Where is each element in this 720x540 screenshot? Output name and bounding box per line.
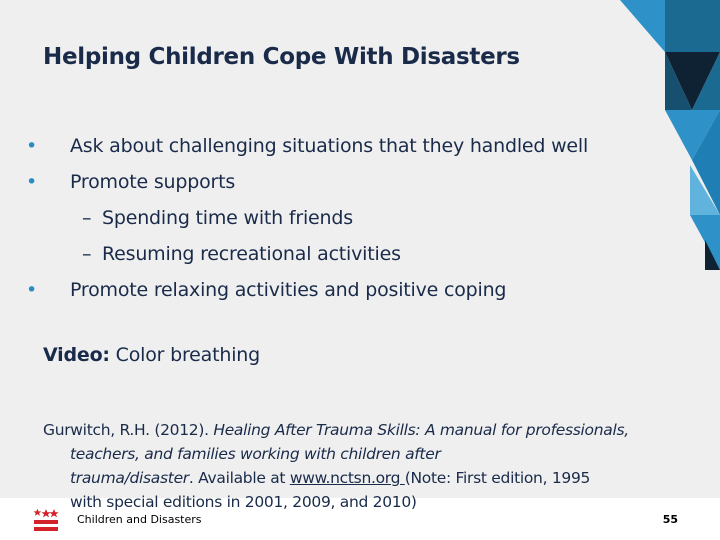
reference-citation xyxy=(43,418,693,514)
bullet-marker: • xyxy=(26,135,38,157)
bullet-text: Promote supports xyxy=(70,171,236,193)
video-title: Color breathing xyxy=(109,344,260,366)
bullet-item xyxy=(26,128,666,164)
dc-flag-logo-icon xyxy=(33,507,59,533)
reference-title-part1: Healing After Trauma Skills: A manual for professionals, xyxy=(213,421,629,439)
video-label: Video: xyxy=(43,344,110,366)
bullet-list xyxy=(26,128,666,308)
page-number: 55 xyxy=(662,513,678,526)
reference-authors: Gurwitch, R.H. (2012). xyxy=(43,421,214,439)
reference-available-text: . Available at xyxy=(188,469,290,487)
reference-title-part2: teachers, and families working with children after xyxy=(70,445,441,463)
sub-bullet-item xyxy=(26,200,666,236)
reference-line-3 xyxy=(43,466,693,490)
bullet-item xyxy=(26,164,666,200)
reference-line-2 xyxy=(43,442,693,466)
sub-bullet-text: Spending time with friends xyxy=(102,207,353,229)
bullet-text: Ask about challenging situations that they handled well xyxy=(70,135,589,157)
nctsn-link[interactable]: www.nctsn.org xyxy=(289,469,405,487)
bullet-item xyxy=(26,272,666,308)
reference-title-part3: trauma/disaster xyxy=(70,469,189,487)
reference-note-part2: with special editions in 2001, 2009, and 2010) xyxy=(70,493,417,511)
sub-bullet-marker: – xyxy=(82,207,92,229)
bullet-marker: • xyxy=(26,171,38,193)
slide-title: Helping Children Cope With Disasters xyxy=(43,44,520,70)
sub-bullet-text: Resuming recreational activities xyxy=(102,243,401,265)
video-line xyxy=(43,344,260,366)
reference-line-4 xyxy=(43,490,693,514)
footer-text: Children and Disasters xyxy=(77,513,202,526)
reference-note-part1: (Note: First edition, 1995 xyxy=(404,469,591,487)
deco-triangle-2 xyxy=(665,0,720,52)
deco-triangle-1 xyxy=(620,0,665,52)
reference-line-1 xyxy=(43,418,693,442)
sub-bullet-item xyxy=(26,236,666,272)
bullet-marker: • xyxy=(26,279,38,301)
sub-bullet-marker: – xyxy=(82,243,92,265)
bullet-text: Promote relaxing activities and positive coping xyxy=(70,279,507,301)
